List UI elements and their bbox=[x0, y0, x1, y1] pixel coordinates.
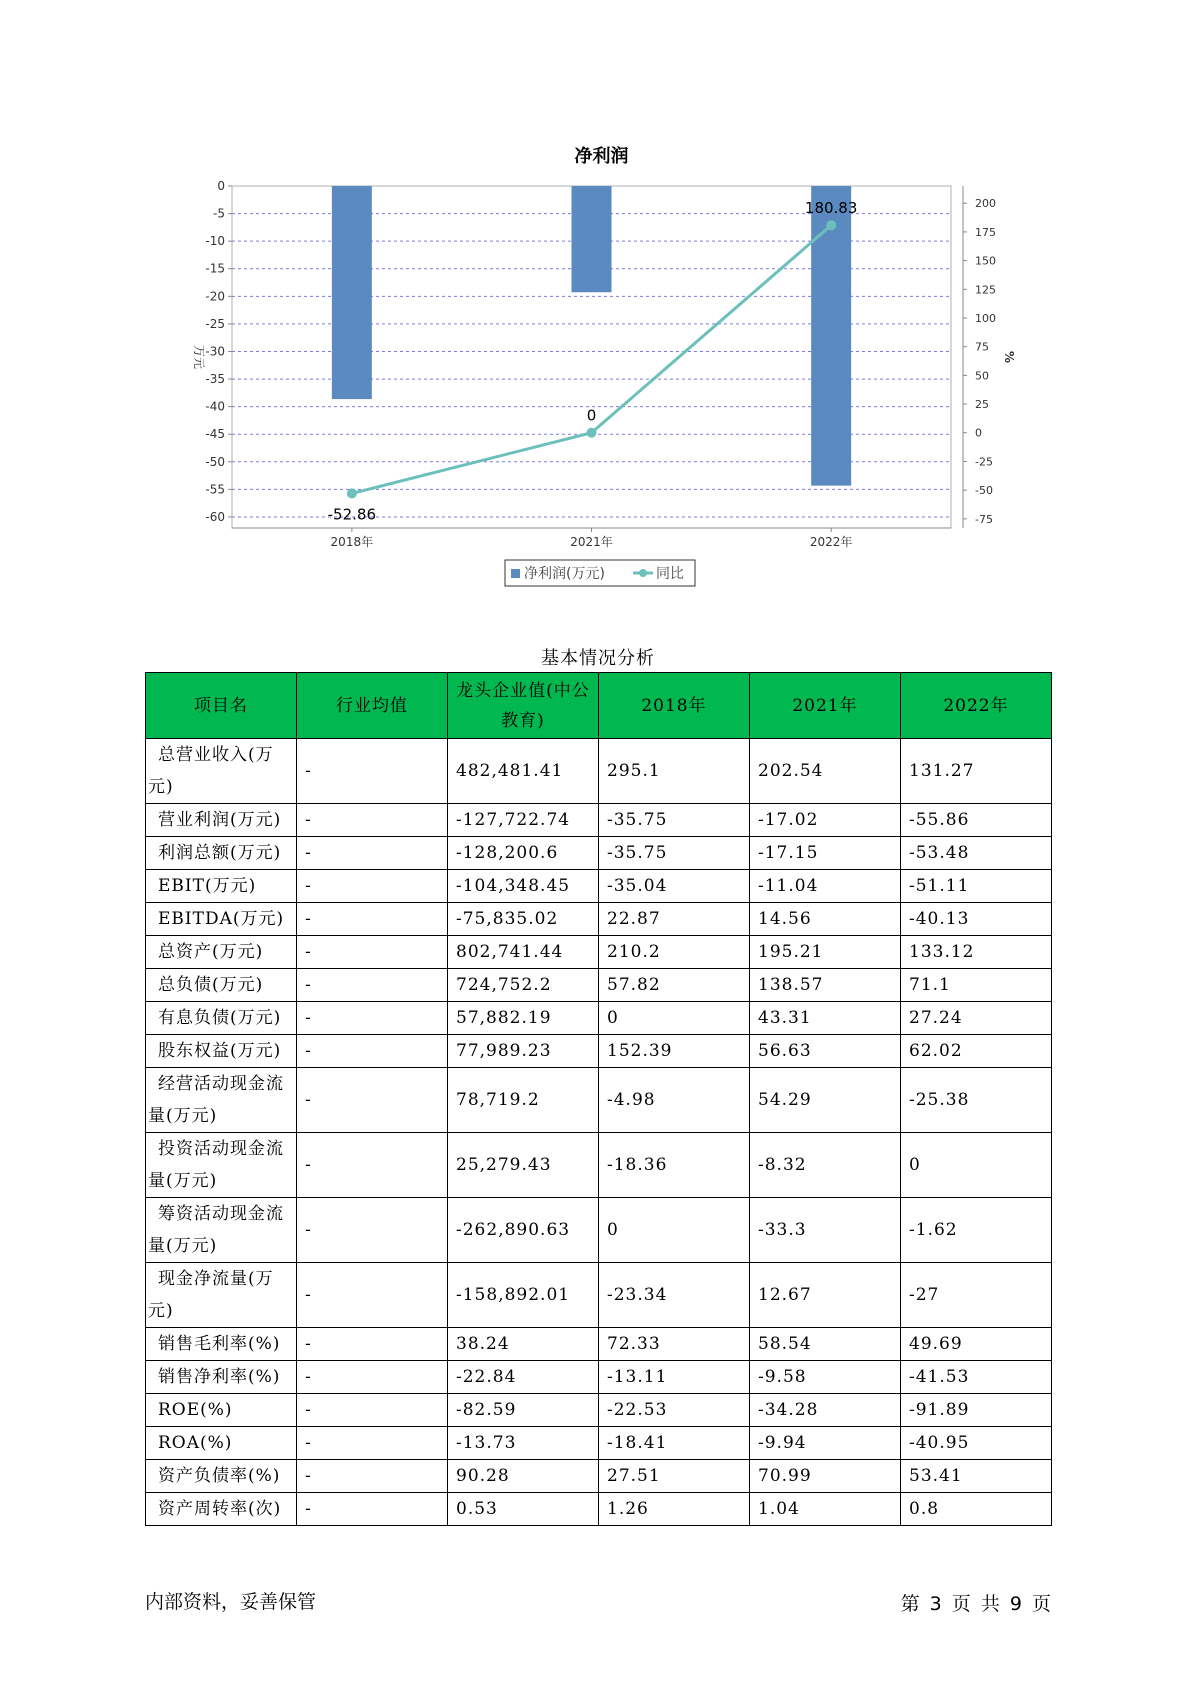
y2-tick-label: 100 bbox=[975, 311, 996, 325]
point-yoy bbox=[587, 428, 597, 438]
row-leader-cell: 90.28 bbox=[448, 1460, 599, 1493]
row-2022-cell: 62.02 bbox=[901, 1035, 1052, 1068]
row-industry-avg-cell: - bbox=[297, 1361, 448, 1394]
row-2022-cell: -25.38 bbox=[901, 1068, 1052, 1133]
row-2018-cell: 72.33 bbox=[599, 1328, 750, 1361]
row-2022-cell: -40.95 bbox=[901, 1427, 1052, 1460]
row-2021-cell: 54.29 bbox=[750, 1068, 901, 1133]
bar-net-profit bbox=[572, 186, 612, 292]
table-row bbox=[146, 1460, 1052, 1493]
row-2018-cell: 22.87 bbox=[599, 903, 750, 936]
table-row bbox=[146, 1394, 1052, 1427]
row-2022-cell: -51.11 bbox=[901, 870, 1052, 903]
row-name-cell: 现金净流量(万元) bbox=[146, 1263, 297, 1328]
bar-net-profit bbox=[332, 186, 372, 399]
row-leader-cell: 802,741.44 bbox=[448, 936, 599, 969]
row-leader-cell: 724,752.2 bbox=[448, 969, 599, 1002]
header-industry-avg: 行业均值 bbox=[297, 673, 448, 739]
table-row bbox=[146, 870, 1052, 903]
row-2021-cell: 138.57 bbox=[750, 969, 901, 1002]
row-industry-avg-cell: - bbox=[297, 1035, 448, 1068]
table-header-row bbox=[146, 673, 1052, 739]
row-2021-cell: 195.21 bbox=[750, 936, 901, 969]
header-2021: 2021年 bbox=[750, 673, 901, 739]
row-leader-cell: 482,481.41 bbox=[448, 739, 599, 804]
row-name-cell: 总资产(万元) bbox=[146, 936, 297, 969]
y2-tick-label: 75 bbox=[975, 340, 989, 354]
row-2018-cell: -13.11 bbox=[599, 1361, 750, 1394]
y2-tick-label: 125 bbox=[975, 283, 996, 297]
row-2022-cell: -27 bbox=[901, 1263, 1052, 1328]
row-2022-cell: 49.69 bbox=[901, 1328, 1052, 1361]
table-row bbox=[146, 1493, 1052, 1526]
row-2022-cell: -41.53 bbox=[901, 1361, 1052, 1394]
row-2021-cell: -9.58 bbox=[750, 1361, 901, 1394]
basic-analysis-table bbox=[145, 672, 1052, 1526]
row-name-cell: 销售毛利率(%) bbox=[146, 1328, 297, 1361]
row-leader-cell: 77,989.23 bbox=[448, 1035, 599, 1068]
row-name-cell: 资产负债率(%) bbox=[146, 1460, 297, 1493]
row-industry-avg-cell: - bbox=[297, 739, 448, 804]
legend-label-net-profit: 净利润(万元) bbox=[524, 566, 605, 582]
table-row bbox=[146, 936, 1052, 969]
table-row bbox=[146, 1361, 1052, 1394]
row-2022-cell: 0 bbox=[901, 1133, 1052, 1198]
row-leader-cell: -128,200.6 bbox=[448, 837, 599, 870]
row-industry-avg-cell: - bbox=[297, 1427, 448, 1460]
row-2021-cell: -17.02 bbox=[750, 804, 901, 837]
y-tick-label: -25 bbox=[205, 316, 225, 331]
table-row bbox=[146, 1068, 1052, 1133]
row-leader-cell: -22.84 bbox=[448, 1361, 599, 1394]
chart-title: 净利润 bbox=[574, 146, 629, 167]
row-name-cell: 资产周转率(次) bbox=[146, 1493, 297, 1526]
bar-net-profit bbox=[811, 186, 851, 486]
row-leader-cell: -104,348.45 bbox=[448, 870, 599, 903]
row-2021-cell: -34.28 bbox=[750, 1394, 901, 1427]
row-industry-avg-cell: - bbox=[297, 936, 448, 969]
row-2022-cell: -55.86 bbox=[901, 804, 1052, 837]
y2-tick-label: 50 bbox=[975, 369, 989, 383]
row-name-cell: 有息负债(万元) bbox=[146, 1002, 297, 1035]
y-tick-label: -20 bbox=[205, 289, 225, 304]
row-industry-avg-cell: - bbox=[297, 1263, 448, 1328]
row-leader-cell: 78,719.2 bbox=[448, 1068, 599, 1133]
row-leader-cell: -82.59 bbox=[448, 1394, 599, 1427]
legend-swatch-net-profit bbox=[511, 569, 520, 578]
row-name-cell: 总负债(万元) bbox=[146, 969, 297, 1002]
row-leader-cell: -75,835.02 bbox=[448, 903, 599, 936]
row-2021-cell: 14.56 bbox=[750, 903, 901, 936]
row-leader-cell: -127,722.74 bbox=[448, 804, 599, 837]
table-row bbox=[146, 969, 1052, 1002]
data-label-yoy: 180.83 bbox=[804, 199, 858, 218]
row-2021-cell: 12.67 bbox=[750, 1263, 901, 1328]
row-2018-cell: 1.26 bbox=[599, 1493, 750, 1526]
row-2021-cell: -11.04 bbox=[750, 870, 901, 903]
row-2021-cell: -9.94 bbox=[750, 1427, 901, 1460]
row-2022-cell: -1.62 bbox=[901, 1198, 1052, 1263]
table-caption: 基本情况分析 bbox=[541, 648, 655, 669]
y2-axis-label: % bbox=[1002, 350, 1016, 364]
y-tick-label: -10 bbox=[205, 234, 225, 249]
row-industry-avg-cell: - bbox=[297, 1493, 448, 1526]
row-2021-cell: -33.3 bbox=[750, 1198, 901, 1263]
y2-tick-label: -50 bbox=[975, 484, 993, 498]
x-tick-label: 2018年 bbox=[330, 535, 374, 549]
table-row bbox=[146, 804, 1052, 837]
y2-tick-label: 150 bbox=[975, 254, 996, 268]
legend-marker-yoy bbox=[639, 569, 647, 577]
y2-tick-label: 25 bbox=[975, 398, 989, 412]
point-yoy bbox=[826, 220, 836, 230]
row-industry-avg-cell: - bbox=[297, 903, 448, 936]
row-2018-cell: 0 bbox=[599, 1002, 750, 1035]
row-2021-cell: 56.63 bbox=[750, 1035, 901, 1068]
row-industry-avg-cell: - bbox=[297, 1394, 448, 1427]
row-2022-cell: 53.41 bbox=[901, 1460, 1052, 1493]
y-tick-label: -30 bbox=[205, 344, 225, 359]
y-tick-label: -60 bbox=[205, 509, 225, 524]
y-tick-label: -5 bbox=[213, 206, 225, 221]
row-2021-cell: 1.04 bbox=[750, 1493, 901, 1526]
data-label-yoy: -52.86 bbox=[327, 505, 377, 524]
row-leader-cell: 25,279.43 bbox=[448, 1133, 599, 1198]
row-industry-avg-cell: - bbox=[297, 870, 448, 903]
row-leader-cell: -13.73 bbox=[448, 1427, 599, 1460]
row-2018-cell: 0 bbox=[599, 1198, 750, 1263]
y-tick-label: -45 bbox=[205, 427, 225, 442]
y-tick-label: -55 bbox=[205, 482, 225, 497]
row-name-cell: EBIT(万元) bbox=[146, 870, 297, 903]
y-tick-label: -40 bbox=[205, 399, 225, 414]
row-2018-cell: 210.2 bbox=[599, 936, 750, 969]
table-row bbox=[146, 903, 1052, 936]
table-row bbox=[146, 1263, 1052, 1328]
row-industry-avg-cell: - bbox=[297, 1198, 448, 1263]
row-2018-cell: -4.98 bbox=[599, 1068, 750, 1133]
row-2018-cell: 27.51 bbox=[599, 1460, 750, 1493]
row-name-cell: ROE(%) bbox=[146, 1394, 297, 1427]
row-2018-cell: 152.39 bbox=[599, 1035, 750, 1068]
row-leader-cell: 57,882.19 bbox=[448, 1002, 599, 1035]
row-leader-cell: 0.53 bbox=[448, 1493, 599, 1526]
row-2018-cell: -35.04 bbox=[599, 870, 750, 903]
row-2021-cell: -17.15 bbox=[750, 837, 901, 870]
row-2022-cell: 27.24 bbox=[901, 1002, 1052, 1035]
row-2021-cell: -8.32 bbox=[750, 1133, 901, 1198]
header-2022: 2022年 bbox=[901, 673, 1052, 739]
row-name-cell: 利润总额(万元) bbox=[146, 837, 297, 870]
header-leader-value: 龙头企业值(中公教育) bbox=[448, 673, 599, 739]
table-row bbox=[146, 1002, 1052, 1035]
row-industry-avg-cell: - bbox=[297, 1328, 448, 1361]
row-name-cell: 筹资活动现金流量(万元) bbox=[146, 1198, 297, 1263]
y-tick-label: -50 bbox=[205, 454, 225, 469]
row-industry-avg-cell: - bbox=[297, 1133, 448, 1198]
row-name-cell: EBITDA(万元) bbox=[146, 903, 297, 936]
row-industry-avg-cell: - bbox=[297, 804, 448, 837]
row-2018-cell: -35.75 bbox=[599, 837, 750, 870]
table-row bbox=[146, 1198, 1052, 1263]
row-2018-cell: -18.36 bbox=[599, 1133, 750, 1198]
row-2018-cell: -23.34 bbox=[599, 1263, 750, 1328]
row-2018-cell: -18.41 bbox=[599, 1427, 750, 1460]
table-row bbox=[146, 739, 1052, 804]
data-label-yoy: 0 bbox=[586, 406, 597, 425]
row-name-cell: 销售净利率(%) bbox=[146, 1361, 297, 1394]
y-tick-label: -35 bbox=[205, 372, 225, 387]
row-name-cell: 投资活动现金流量(万元) bbox=[146, 1133, 297, 1198]
table-row bbox=[146, 837, 1052, 870]
header-2018: 2018年 bbox=[599, 673, 750, 739]
row-name-cell: 总营业收入(万元) bbox=[146, 739, 297, 804]
y-tick-label: -15 bbox=[205, 261, 225, 276]
y2-tick-label: 175 bbox=[975, 225, 996, 239]
row-2022-cell: -53.48 bbox=[901, 837, 1052, 870]
row-2022-cell: 131.27 bbox=[901, 739, 1052, 804]
row-2021-cell: 202.54 bbox=[750, 739, 901, 804]
y-axis-label: 万元 bbox=[192, 344, 206, 370]
row-name-cell: 经营活动现金流量(万元) bbox=[146, 1068, 297, 1133]
row-2021-cell: 43.31 bbox=[750, 1002, 901, 1035]
row-leader-cell: -262,890.63 bbox=[448, 1198, 599, 1263]
legend-label-yoy: 同比 bbox=[656, 566, 684, 582]
row-2018-cell: -22.53 bbox=[599, 1394, 750, 1427]
table-row bbox=[146, 1427, 1052, 1460]
x-tick-label: 2021年 bbox=[570, 535, 613, 549]
x-tick-label: 2022年 bbox=[809, 535, 853, 549]
y2-tick-label: -25 bbox=[975, 455, 993, 469]
header-item-name: 项目名 bbox=[146, 673, 297, 739]
y2-tick-label: 200 bbox=[975, 197, 996, 211]
row-2018-cell: 57.82 bbox=[599, 969, 750, 1002]
row-2021-cell: 70.99 bbox=[750, 1460, 901, 1493]
row-industry-avg-cell: - bbox=[297, 969, 448, 1002]
table-row bbox=[146, 1035, 1052, 1068]
y2-tick-label: -75 bbox=[975, 512, 993, 526]
row-2022-cell: 0.8 bbox=[901, 1493, 1052, 1526]
footer-confidential-note: 内部资料，妥善保管 bbox=[145, 1591, 317, 1613]
net-profit-chart bbox=[0, 0, 1191, 600]
row-2022-cell: -91.89 bbox=[901, 1394, 1052, 1427]
row-2018-cell: -35.75 bbox=[599, 804, 750, 837]
row-industry-avg-cell: - bbox=[297, 837, 448, 870]
row-name-cell: 营业利润(万元) bbox=[146, 804, 297, 837]
row-leader-cell: -158,892.01 bbox=[448, 1263, 599, 1328]
row-industry-avg-cell: - bbox=[297, 1068, 448, 1133]
row-2022-cell: 71.1 bbox=[901, 969, 1052, 1002]
row-name-cell: ROA(%) bbox=[146, 1427, 297, 1460]
row-leader-cell: 38.24 bbox=[448, 1328, 599, 1361]
row-2022-cell: 133.12 bbox=[901, 936, 1052, 969]
row-name-cell: 股东权益(万元) bbox=[146, 1035, 297, 1068]
row-industry-avg-cell: - bbox=[297, 1002, 448, 1035]
row-2022-cell: -40.13 bbox=[901, 903, 1052, 936]
footer-page-number: 第 3 页 共 9 页 bbox=[900, 1593, 1051, 1615]
row-2018-cell: 295.1 bbox=[599, 739, 750, 804]
y-tick-label: 0 bbox=[217, 179, 225, 193]
table-row bbox=[146, 1328, 1052, 1361]
table-row bbox=[146, 1133, 1052, 1198]
row-industry-avg-cell: - bbox=[297, 1460, 448, 1493]
point-yoy bbox=[347, 488, 357, 498]
row-2021-cell: 58.54 bbox=[750, 1328, 901, 1361]
y2-tick-label: 0 bbox=[975, 426, 982, 440]
